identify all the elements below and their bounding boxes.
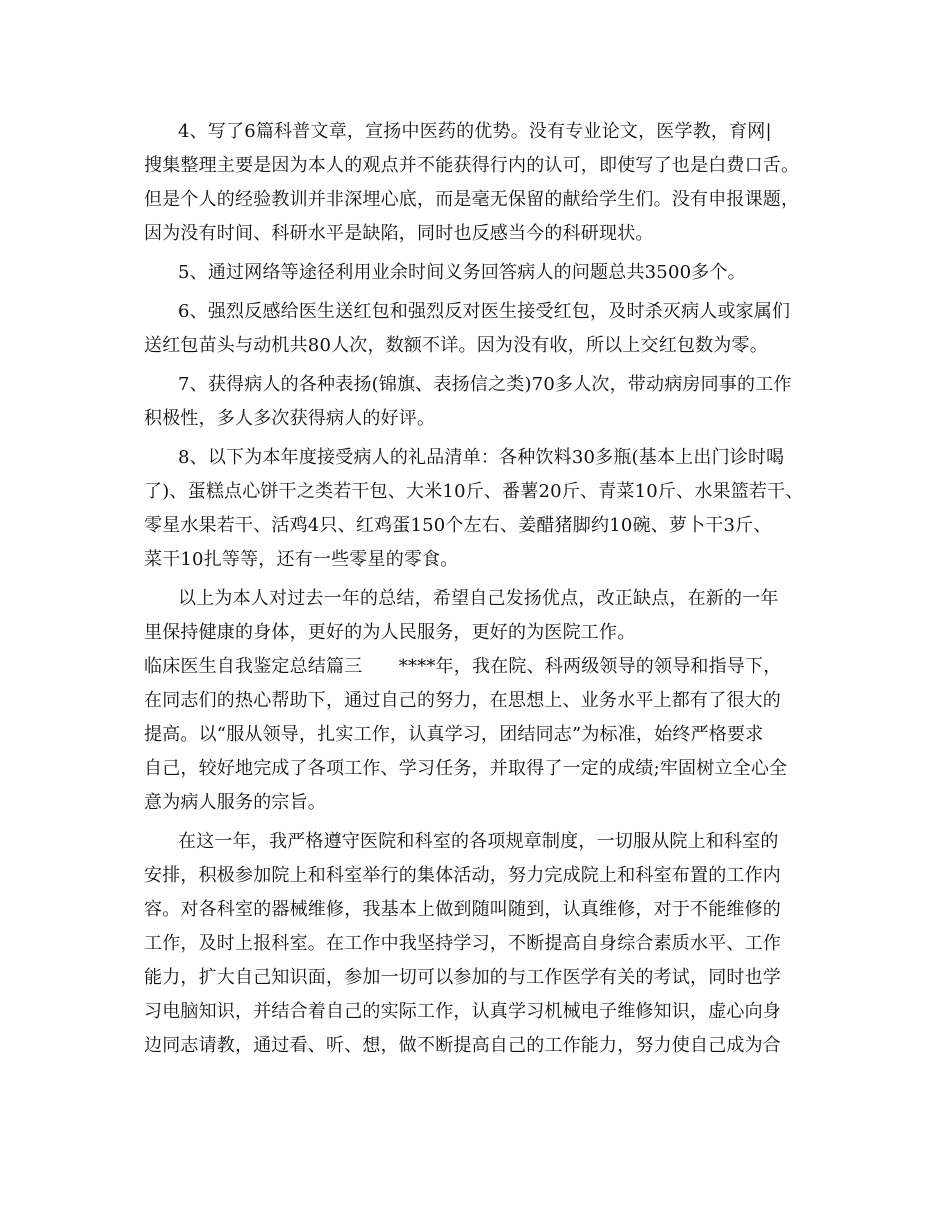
text-line: 送红包苗头与动机共80人次，数额不详。因为没有收，所以上交红包数为零。 (144, 335, 768, 356)
text-line: 因为没有时间、科研水平是缺陷，同时也反感当今的科研现状。 (144, 223, 654, 244)
text-line: 但是个人的经验教训并非深埋心底，而是毫无保留的献给学生们。没有申报课题， (144, 189, 800, 210)
text-line: 习电脑知识，并结合着自己的实际工作，认真学习机械电子维修知识，虚心向身 (144, 1001, 781, 1022)
text-line: 里保持健康的身体，更好的为人民服务，更好的为医院工作。 (144, 622, 636, 643)
text-line: 在同志们的热心帮助下，通过自己的努力，在思想上、业务水平上都有了很大的 (144, 690, 781, 711)
text-line: 零星水果若干、活鸡4只、红鸡蛋150个左右、姜醋猪脚约10碗、萝卜干3斤、 (144, 515, 772, 536)
text-line: 安排，积极参加院上和科室举行的集体活动，努力完成院上和科室布置的工作内 (144, 865, 781, 886)
text-line: 边同志请教，通过看、听、想，做不断提高自己的工作能力，努力使自己成为合 (144, 1035, 781, 1056)
text-line: 自己，较好地完成了各项工作、学习任务，并取得了一定的成绩;牢固树立全心全 (144, 758, 788, 779)
text-line: 了)、蛋糕点心饼干之类若干包、大米10斤、番薯20斤、青菜10斤、水果篮若干、 (144, 481, 804, 502)
text-line: 8、以下为本年度接受病人的礼品清单：各种饮料30多瓶(基本上出门诊时喝 (178, 447, 785, 468)
text-line: 搜集整理主要是因为本人的观点并不能获得行内的认可，即使写了也是白费口舌。 (144, 155, 800, 176)
text-line: 4、写了6篇科普文章，宣扬中医药的优势。没有专业论文，医学教，育网| (178, 121, 772, 142)
text-line: 提高。以“服从领导，扎实工作，认真学习，团结同志”为标准，始终严格要求 (144, 724, 764, 745)
text-line: 能力，扩大自己知识面，参加一切可以参加的与工作医学有关的考试，同时也学 (144, 967, 781, 988)
text-line: 6、强烈反感给医生送红包和强烈反对医生接受红包，及时杀灭病人或家属们 (178, 301, 791, 322)
text-line: 以上为本人对过去一年的总结，希望自己发扬优点，改正缺点，在新的一年 (178, 588, 779, 609)
text-line: 工作，及时上报科室。在工作中我坚持学习，不断提高自身综合素质水平、工作 (144, 933, 781, 954)
text-line: 容。对各科室的器械维修，我基本上做到随叫随到，认真维修，对于不能维修的 (144, 899, 781, 920)
text-line: 菜干10扎等等，还有一些零星的零食。 (144, 549, 459, 570)
text-line: 积极性，多人多次获得病人的好评。 (144, 408, 436, 429)
text-line: 在这一年，我严格遵守医院和科室的各项规章制度，一切服从院上和科室的 (178, 831, 779, 852)
text-line: 5、通过网络等途径利用业余时间义务回答病人的问题总共3500多个。 (178, 262, 746, 283)
text-line: 意为病人服务的宗旨。 (144, 792, 326, 813)
section-heading-line: 临床医生自我鉴定总结篇三 ****年，我在院、科两级领导的领导和指导下， (144, 656, 782, 677)
text-line: 7、获得病人的各种表扬(锦旗、表扬信之类)70多人次，带动病房同事的工作 (178, 374, 792, 395)
